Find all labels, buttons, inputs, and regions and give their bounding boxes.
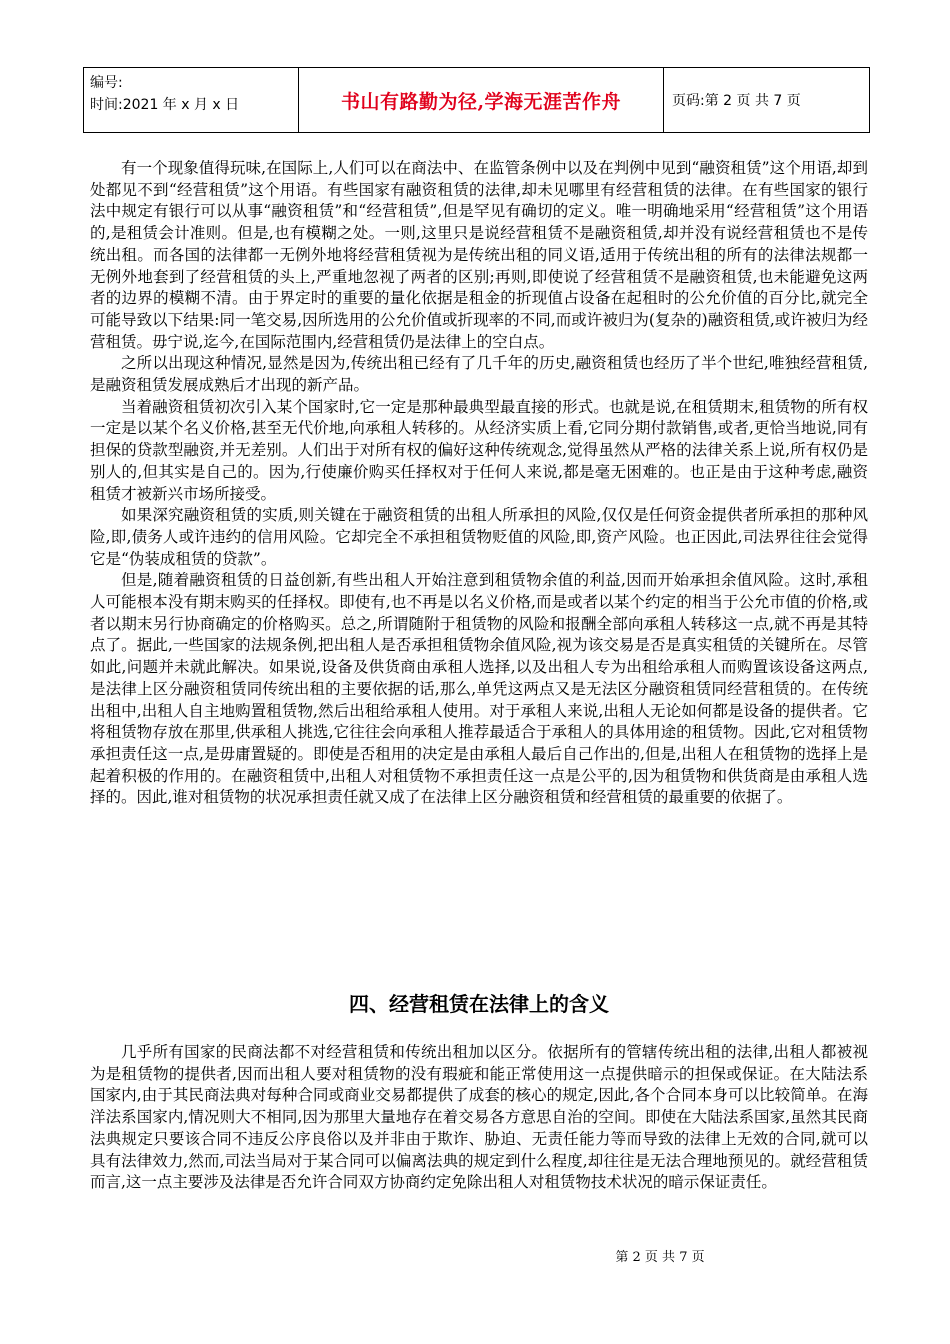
section-body-text <box>90 1042 868 1194</box>
paragraph: 当着融资租赁初次引入某个国家时,它一定是那种最典型最直接的形式。也就是说,在租赁期末,租赁物的所有权一定是以某个名义价格,甚至无代价地,向承租人转移的。从经济实质上看,它同分期付款销售,或者,更恰当地说,同有担保的贷款型融资,并无差别。人们出于对所有权的偏好这种传统观念,觉得虽然从严格的法律关系上说,所有权仍是别人的,但其实是自己的。因为,行使廉价购买任择权对于任何人来说,都是毫无困难的。也正是由于这种考虑,融资租赁才被新兴市场所接受。 <box>90 397 868 503</box>
paragraph: 几乎所有国家的民商法都不对经营租赁和传统出租加以区分。依据所有的管辖传统出租的法律,出租人都被视为是租赁物的提供者,因而出租人要对租赁物的没有瑕疵和能正常使用这一点提供暗示的担保或保证。在大陆法系国家内,由于其民商法典对每种合同或商业交易都提供了成套的核心的规定,因此,各个合同本身可以比较简单。在海洋法系国家内,情况则大不相同,因为那里大量地存在着交易各方意思自治的空间。即使在大陆法系国家,虽然其民商法典规定只要该合同不违反公序良俗以及并非由于欺诈、胁迫、无责任能力等而导致的法律上无效的合同,就可以具有法律效力,然而,司法当局对于某合同可以偏离法典的规定到什么程度,却往往是无法合理地预见的。就经营租赁而言,这一点主要涉及法律是否允许合同双方协商约定免除出租人对租赁物技术状况的暗示保证责任。 <box>90 1043 868 1192</box>
paragraph: 有一个现象值得玩味,在国际上,人们可以在商法中、在监管条例中以及在判例中见到“融资租赁”这个用语,却到处都见不到“经营租赁”这个用语。有些国家有融资租赁的法律,却未见哪里有经营租赁的法律。在有些国家的银行法中规定有银行可以从事“融资租赁”和“经营租赁”,但是罕见有确切的定义。唯一明确地采用“经营租赁”这个用语的,是租赁会计准则。但是,也有模糊之处。一则,这里只是说经营租赁不是融资租赁,却并没有说经营租赁也不是传统出租。而各国的法律都一无例外地将经营租赁视为是传统出租的同义语,适用于传统出租的所有的法律法规都一无例外地套到了经营租赁的头上,严重地忽视了两者的区别;再则,即使说了经营租赁不是融资租赁,也未能避免这两者的边界的模糊不清。由于界定时的重要的量化依据是租金的折现值占设备在起租时的公允价值的百分比,就完全可能导致以下结果:同一笔交易,因所选用的公允价值或折现率的不同,而或许被归为(复杂的)融资租赁,或许被归为经营租赁。毋宁说,迄今,在国际范围内,经营租赁仍是法律上的空白点。 <box>90 159 868 351</box>
paragraph: 但是,随着融资租赁的日益创新,有些出租人开始注意到租赁物余值的利益,因而开始承担余值风险。这时,承租人可能根本没有期末购买的任择权。即使有,也不再是以名义价格,而是或者以某个约定的相当于公允市值的价格,或者以期末另行协商确定的价格购买。总之,所谓随附于租赁物的风险和报酬全部向承租人转移这一点,就不再是其特点了。据此,一些国家的法规条例,把出租人是否承担租赁物余值风险,视为该交易是否是真实租赁的关键所在。尽管如此,问题并未就此解决。如果说,设备及供货商由承租人选择,以及出租人专为出租给承租人而购置该设备这两点,是法律上区分融资租赁同传统出租的主要依据的话,那么,单凭这两点又是无法区分融资租赁同经营租赁的。在传统出租中,出租人自主地购置租赁物,然后出租给承租人使用。对于承租人来说,出租人无论如何都是设备的提供者。它将租赁物存放在那里,供承租人挑选,它往往会向承租人推荐最适合于承租人的具体用途的租赁物。因此,它对租赁物承担责任这一点,是毋庸置疑的。即使是否租用的决定是由承租人最后自己作出的,但是,出租人在租赁物的选择上是起着积极的作用的。在融资租赁中,出租人对租赁物不承担责任这一点是公平的,因为租赁物和供货商是由承租人选择的。因此,谁对租赁物的状况承担责任就又成了在法律上区分融资租赁和经营租赁的最重要的依据了。 <box>90 571 868 807</box>
header-motto: 书山有路勤为径,学海无涯苦作舟 <box>299 68 664 132</box>
body-text-section <box>90 158 868 809</box>
header-page-info: 页码:第 2 页 共 7 页 <box>672 93 801 109</box>
paragraph: 如果深究融资租赁的实质,则关键在于融资租赁的出租人所承担的风险,仅仅是任何资金提供者所承担的那种风险,即,债务人或许违约的信用风险。它却完全不承担租赁物贬值的风险,即,资产风险。也正因此,司法界往往会觉得它是“伪装成租赁的贷款”。 <box>90 506 868 568</box>
document-number-label: 编号: <box>90 75 123 91</box>
section-heading: 四、经营租赁在法律上的含义 <box>349 992 609 1016</box>
page-header-table <box>83 67 870 133</box>
header-left-cell <box>84 68 299 132</box>
page-footer: 第 2 页 共 7 页 <box>615 1250 705 1265</box>
document-date-label: 时间:2021 年 x 月 x 日 <box>90 97 240 113</box>
paragraph: 之所以出现这种情况,显然是因为,传统出租已经有了几千年的历史,融资租赁也经历了半个世纪,唯独经营租赁,是融资租赁发展成熟后才出现的新产品。 <box>90 354 868 395</box>
